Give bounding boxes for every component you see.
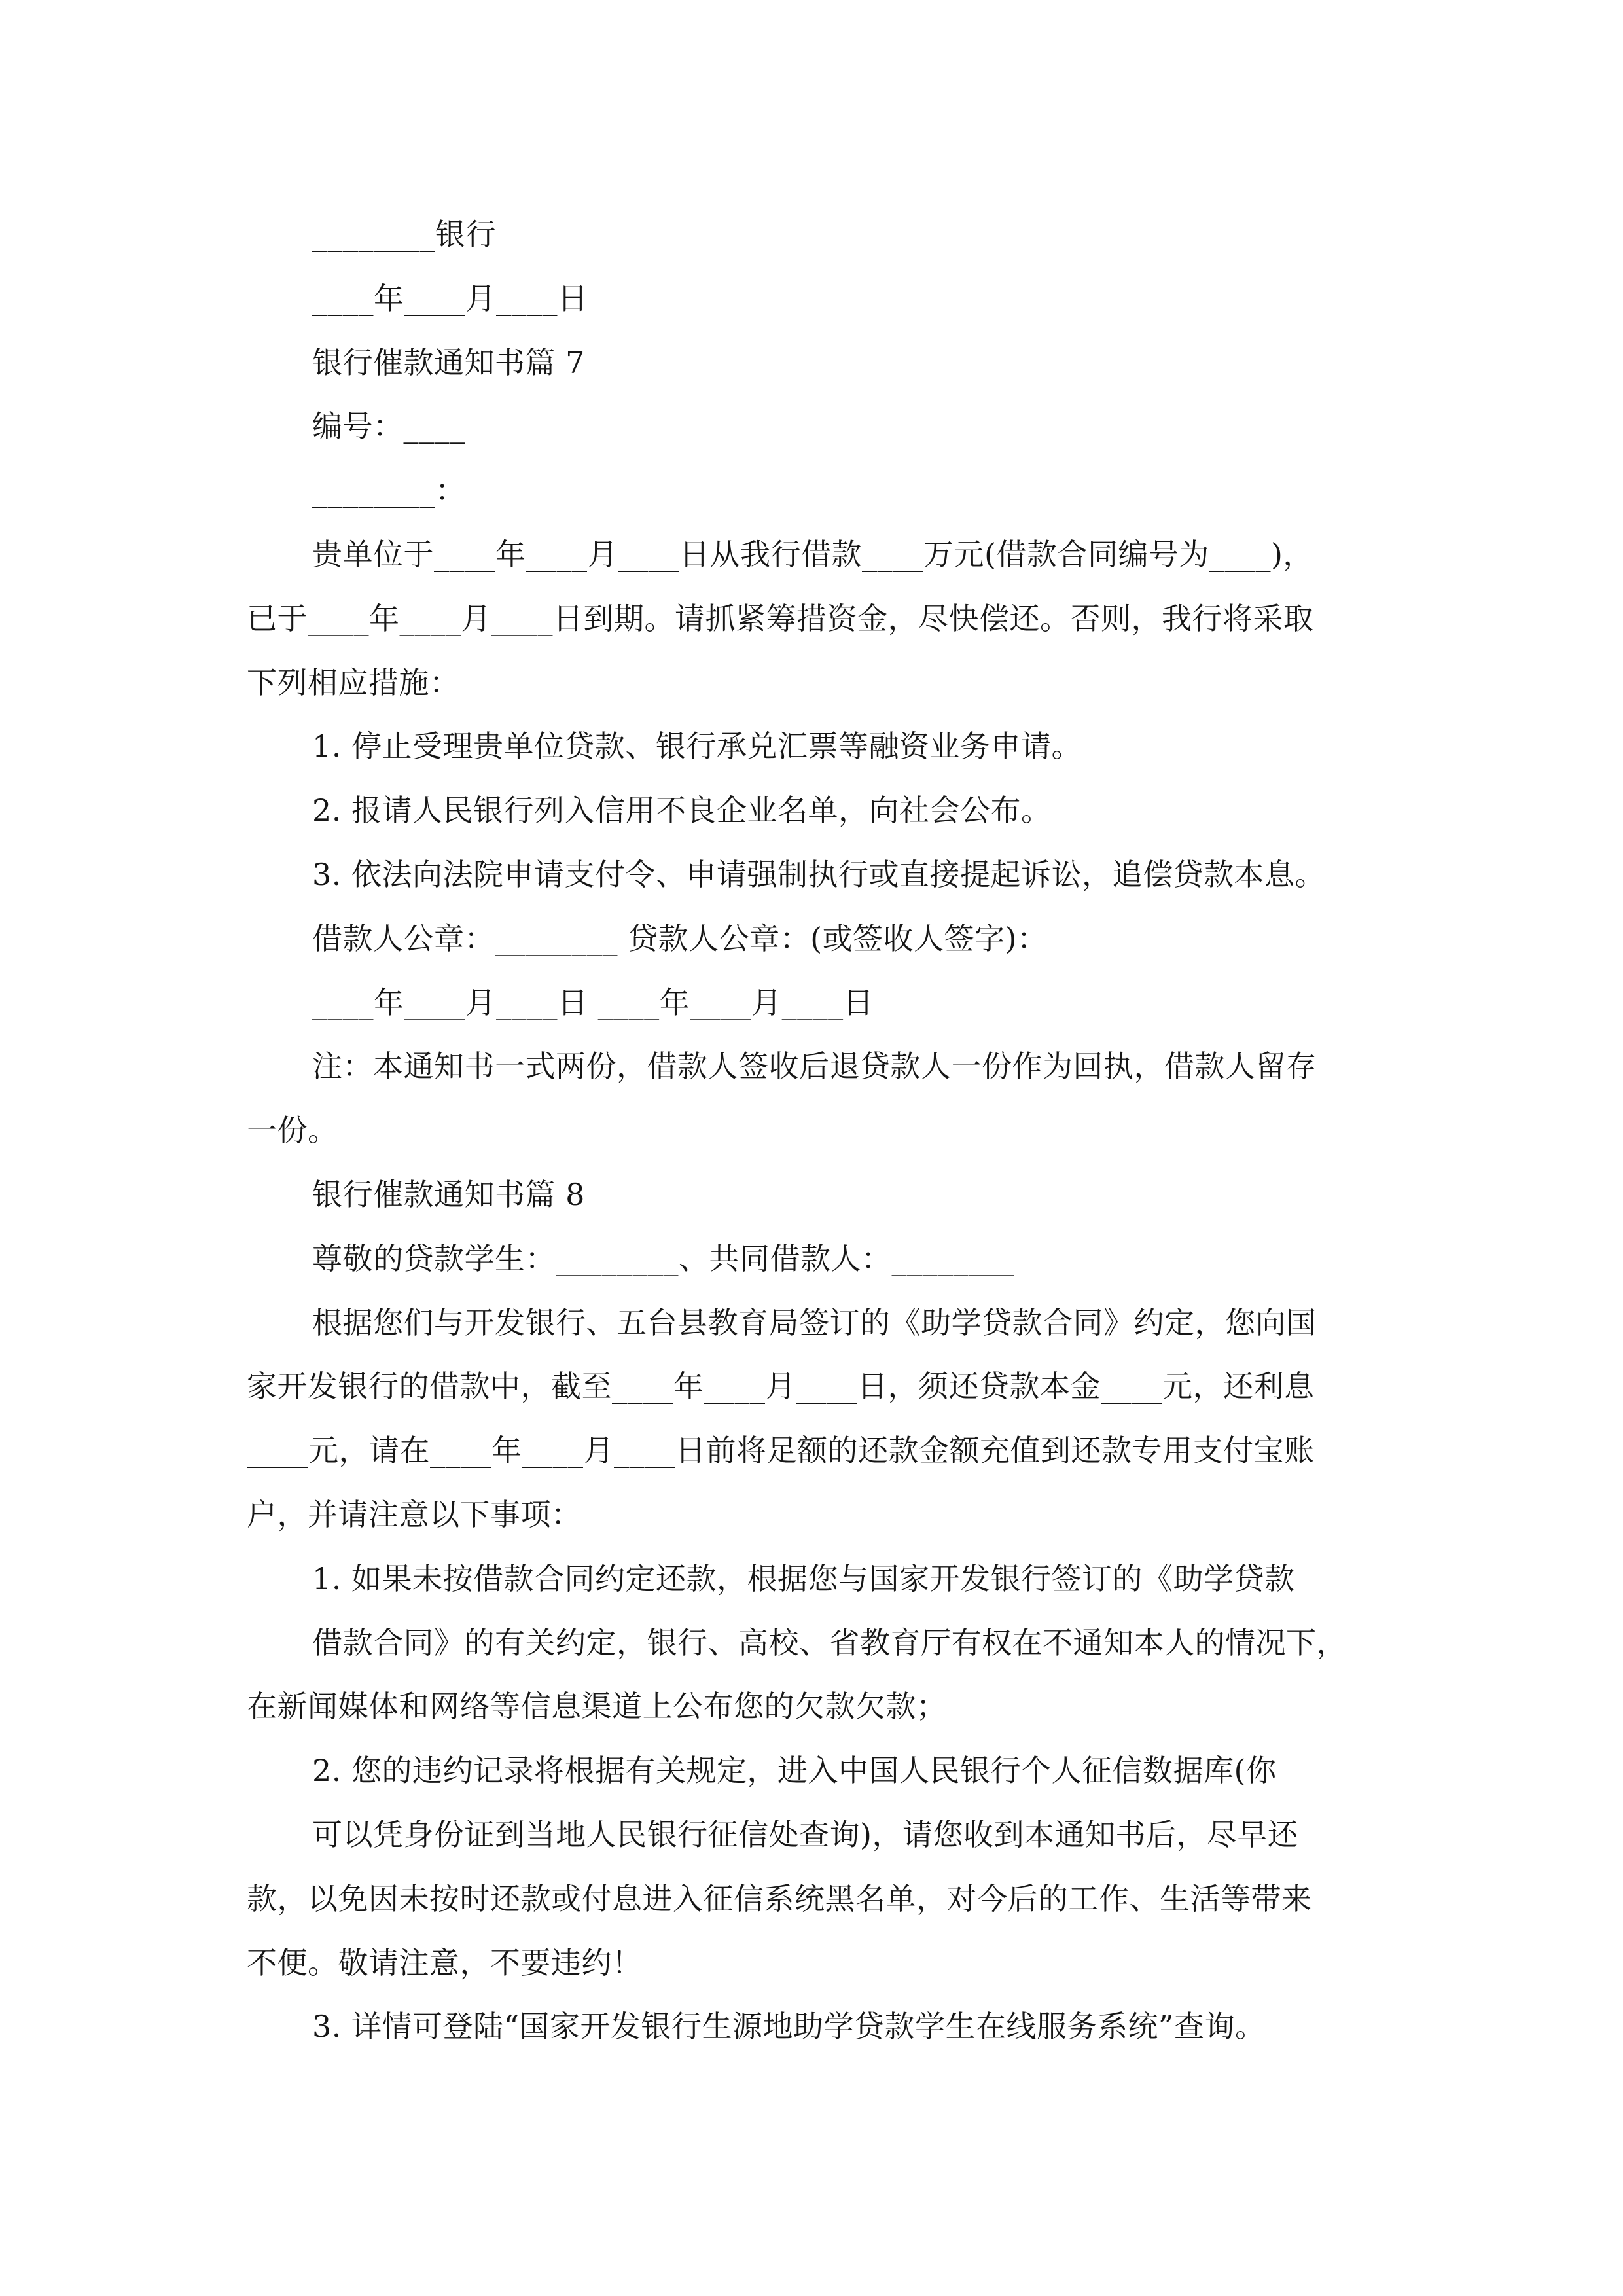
body-paragraph-line: 根据您们与开发银行、五台县教育局签订的《助学贷款合同》约定，您向国: [312, 1304, 1317, 1340]
notice-item-2: 2. 您的违约记录将根据有关规定，进入中国人民银行个人征信数据库(你: [312, 1753, 1277, 1789]
dual-date-line: ____年____月____日 ____年____月____日: [312, 984, 874, 1020]
measure-item-2: 2. 报请人民银行列入信用不良企业名单，向社会公布。: [312, 793, 1052, 829]
notice-item-1: 借款合同》的有关约定，银行、高校、省教育厅有权在不通知本人的情况下，: [312, 1624, 1347, 1660]
notice-item-2: 不便。敬请注意，不要违约！: [247, 1945, 643, 1981]
measure-item-1: 1. 停止受理贵单位贷款、银行承兑汇票等融资业务申请。: [312, 728, 1082, 764]
body-paragraph-line: 家开发银行的借款中，截至____年____月____日，须还贷款本金____元，还利息: [247, 1369, 1315, 1405]
addressee-line: ________：: [312, 473, 466, 509]
section-heading-8: 银行催款通知书篇 8: [312, 1176, 585, 1212]
notice-item-2: 可以凭身份证到当地人民银行征信处查询)，请您收到本通知书后，尽早还: [312, 1816, 1298, 1852]
body-paragraph-line: ____元，请在____年____月____日前将足额的还款金额充值到还款专用支付宝账: [247, 1433, 1315, 1469]
notice-item-3: 3. 详情可登陆“国家开发银行生源地助学贷款学生在线服务系统”查询。: [312, 2009, 1266, 2045]
bank-signature-line: ________银行: [312, 217, 496, 252]
measure-item-3: 3. 依法向法院申请支付令、申请强制执行或直接提起诉讼，追偿贷款本息。: [312, 856, 1326, 892]
document-body: [247, 203, 1392, 2059]
body-paragraph-line: 贵单位于____年____月____日从我行借款____万元(借款合同编号为____)，: [312, 536, 1313, 572]
seal-line: 借款人公章：________ 贷款人公章：(或签收人签字)：: [312, 920, 1048, 956]
body-paragraph-line: 户，并请注意以下事项：: [247, 1496, 582, 1532]
notice-item-1: 1. 如果未按借款合同约定还款，根据您与国家开发银行签订的《助学贷款: [312, 1560, 1295, 1596]
number-line: 编号：____: [312, 408, 465, 444]
notice-item-1: 在新闻媒体和网络等信息渠道上公布您的欠款欠款；: [247, 1689, 947, 1725]
body-paragraph-line: 已于____年____月____日到期。请抓紧筹措资金，尽快偿还。否则，我行将采取: [247, 600, 1314, 636]
salutation-line: 尊敬的贷款学生：________、共同借款人：________: [312, 1240, 1015, 1276]
body-paragraph-line: 下列相应措施：: [247, 664, 460, 700]
note-line: 一份。: [247, 1113, 338, 1149]
date-line: ____年____月____日: [312, 280, 588, 316]
section-heading-7: 银行催款通知书篇 7: [312, 344, 585, 380]
notice-item-2: 款，以免因未按时还款或付息进入征信系统黑名单，对今后的工作、生活等带来: [247, 1880, 1312, 1916]
note-line: 注：本通知书一式两份，借款人签收后退贷款人一份作为回执，借款人留存: [312, 1049, 1317, 1085]
